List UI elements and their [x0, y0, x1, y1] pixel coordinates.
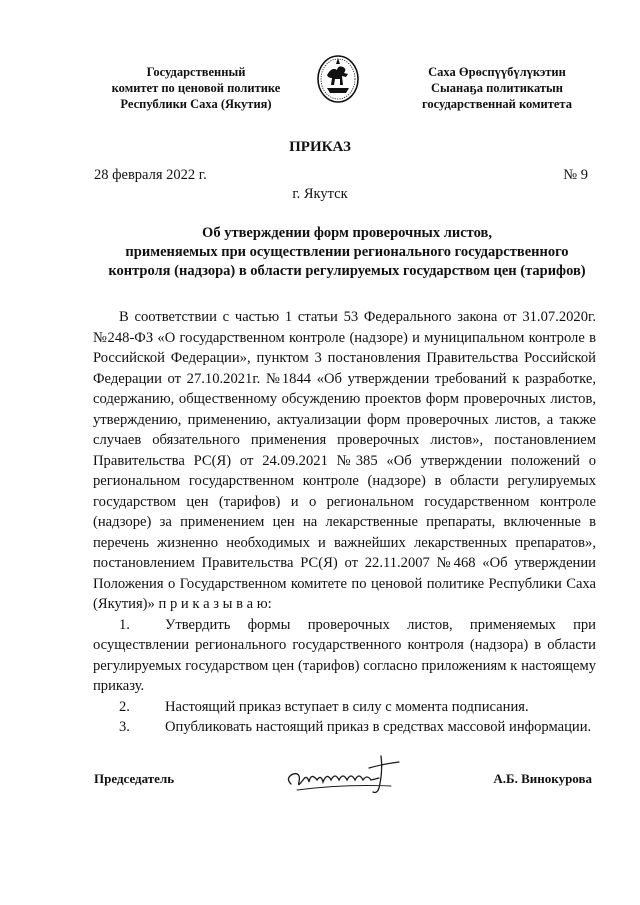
item-text: Утвердить формы проверочных листов, применяемых при осуществлении регионального государственного контроля (надзора) в области регулируемых государством цен (тарифов) согласно приложениям к настоящему приказу.: [93, 616, 596, 694]
issuer-line: Сыанаҕа политикатын: [431, 81, 563, 95]
order-item-3: [93, 717, 596, 738]
handwritten-signature-icon: [283, 750, 413, 798]
subject-line: контроля (надзора) в области регулируемых государством цен (тарифов): [108, 263, 586, 279]
item-number: 3.: [119, 719, 130, 735]
document-number: № 9: [563, 167, 588, 183]
item-number: 2.: [119, 698, 130, 715]
order-item-2: [93, 697, 596, 718]
order-item-1: [93, 615, 596, 697]
document-date: 28 февраля 2022 г.: [94, 167, 207, 183]
signatory-name: А.Б. Винокурова: [493, 771, 592, 786]
document-title: ПРИКАЗ: [289, 139, 351, 155]
item-text: Настоящий приказ вступает в силу с момента подписания.: [165, 698, 529, 715]
issuer-name-russian: [86, 64, 306, 112]
issuer-line: Государственный: [146, 65, 246, 79]
item-text: Опубликовать настоящий приказ в средствах массовой информации.: [165, 719, 592, 735]
issuer-name-yakut: [392, 64, 602, 112]
subject-line: Об утверждении форм проверочных листов,: [202, 225, 492, 241]
document-subject: [88, 224, 606, 281]
issuer-line: Саха Өрөспүүбүлүкэтин: [428, 65, 566, 79]
issuer-line: Республики Саха (Якутия): [120, 97, 272, 111]
document-body: [93, 307, 596, 738]
document-city: г. Якутск: [292, 186, 348, 202]
item-number: 1.: [119, 616, 130, 633]
subject-line: применяемых при осуществлении регионального государственного: [125, 244, 569, 260]
signatory-position: Председатель: [94, 771, 175, 786]
preamble-paragraph: В соответствии с частью 1 статьи 53 Федерального закона от 31.07.2020г. №248-ФЗ «О государственном контроле (надзоре) и муниципальном контроле в Российской Федерации», пунктом 3 постановления Правительства Российской Федерации от 27.10.2021г. №1844 «Об утверждении требований к разработке, содержанию, общественному обсуждению проектов форм проверочных листов, утверждению, применению, актуализации форм проверочных листов, а также случаев обязательного применения проверочных листов», постановлением Правительства РС(Я) от 24.09.2021 №385 «Об утверждении положений о региональном государственном контроле (надзоре) в области регулируемых государством цен (тарифов) и о региональном государственном контроле (надзоре) за применением цен на лекарственные препараты, включенные в перечень жизненно необходимых и важнейших лекарственных препаратов», постановлением Правительства РС(Я) от 22.11.2007 №468 «Об утверждении Положения о Государственном комитете по ценовой политике Республики Саха (Якутия)» п р и к а з ы в а ю:: [93, 309, 596, 612]
issuer-line: государственнай комитета: [422, 97, 572, 111]
issuer-line: комитет по ценовой политике: [111, 81, 281, 95]
coat-of-arms-emblem-icon: [315, 52, 361, 104]
